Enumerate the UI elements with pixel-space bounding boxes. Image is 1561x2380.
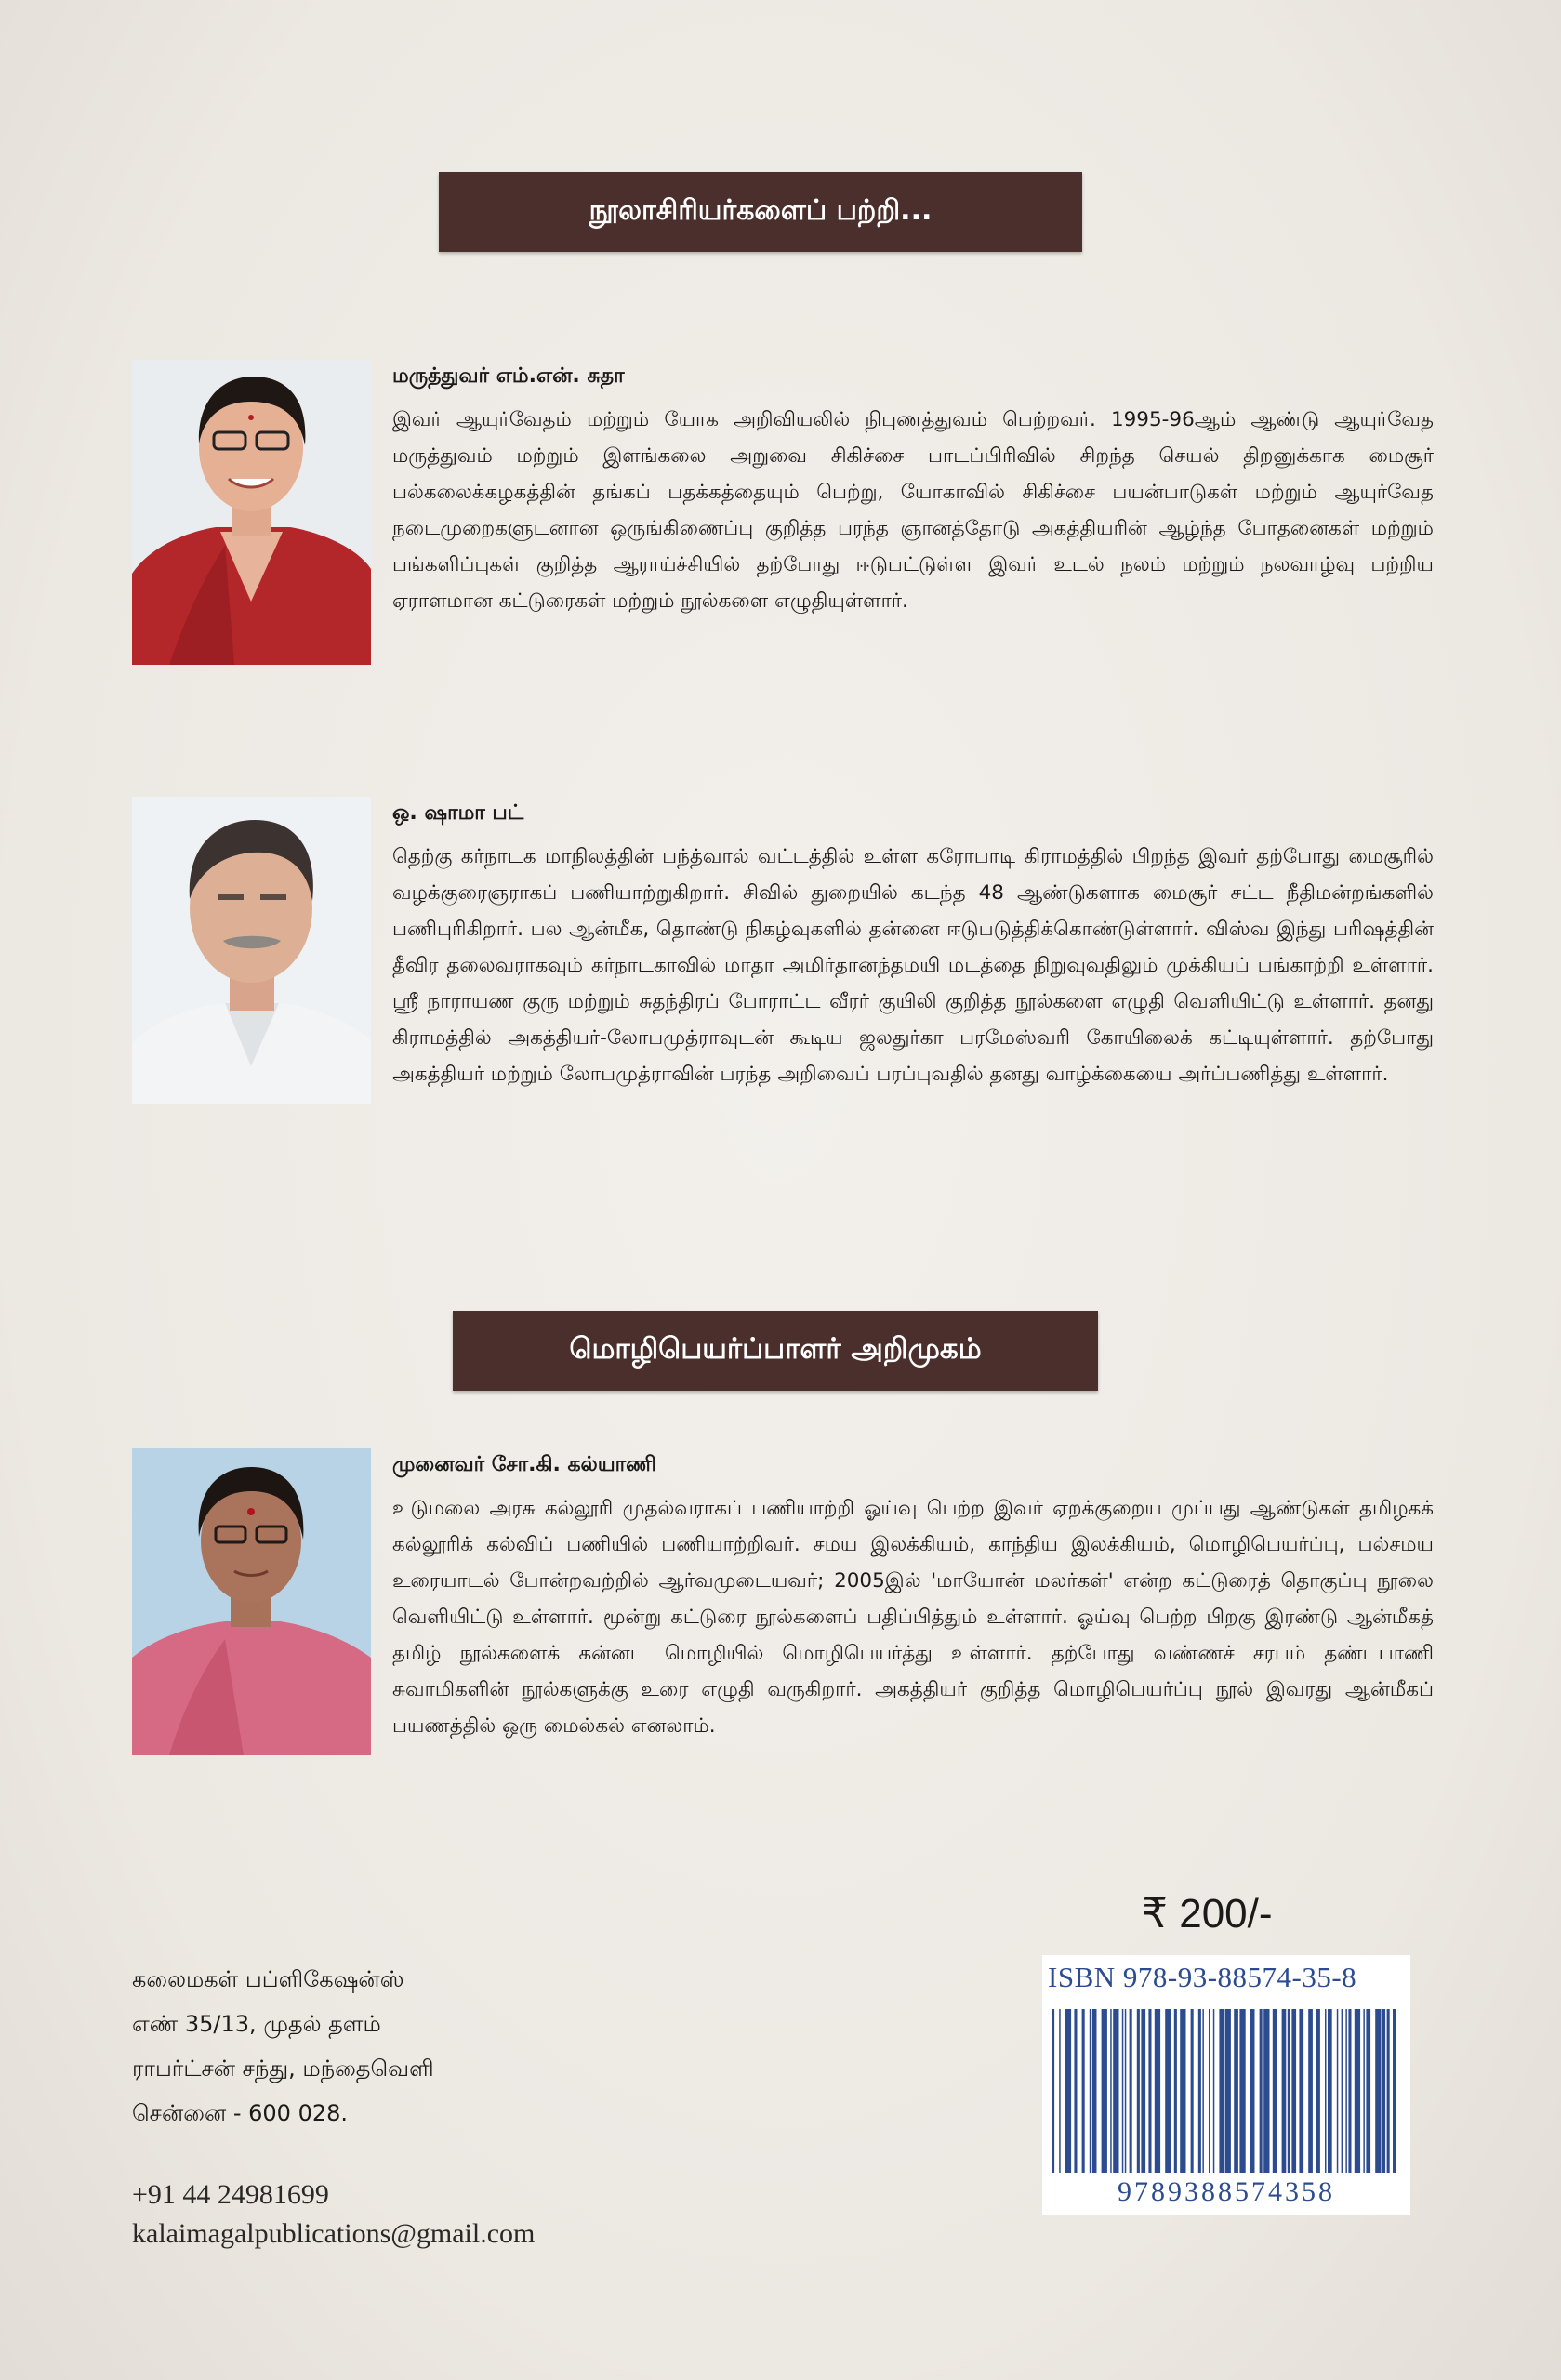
barcode-bar bbox=[1288, 2009, 1290, 2173]
barcode-bar bbox=[1092, 2009, 1097, 2173]
barcode-bar bbox=[1260, 2009, 1263, 2173]
barcode-bar bbox=[1090, 2009, 1091, 2173]
barcode-bar bbox=[1299, 2009, 1303, 2173]
translator-photo bbox=[132, 1448, 371, 1755]
author-2-photo bbox=[132, 797, 371, 1104]
barcode-bar bbox=[1308, 2009, 1313, 2173]
publisher-line: ராபர்ட்சன் சந்து, மந்தைவெளி bbox=[132, 2056, 434, 2082]
barcode-bar bbox=[1387, 2009, 1390, 2173]
barcode-bar bbox=[1141, 2009, 1145, 2173]
author-1-name: மருத்துவர் எம்.என். சுதா bbox=[392, 364, 625, 388]
barcode-bar bbox=[1219, 2009, 1224, 2173]
barcode-bar bbox=[1375, 2009, 1381, 2173]
barcode-bar bbox=[1110, 2009, 1112, 2173]
translator-bio: உடுமலை அரசு கல்லூரி முதல்வராகப் பணியாற்றி ஓய்வு பெற்ற இவர் ஏறக்குறைய முப்பது ஆண்டுகள் தமிழகக் கல்லூரிக் கல்விப் பணியில் பணியாற்றிவர். சமய இலக்கியம், காந்திய இலக்கியம், மொழிபெயர்ப்பு, பல்சமய உரையாடல் போன்றவற்றில் ஆர்வமுடையவர்; 2005இல் 'மாயோன் மலர்கள்' என்ற கட்டுரைத் தொகுப்பு நூலை வெளியிட்டு உள்ளார். மூன்று கட்டுரை நூல்களைப் பதிப்பித்தும் உள்ளார். ஓய்வு பெற்ற பிறகு இரண்டு ஆன்மீகத் தமிழ் நூல்களைக் கன்னட மொழியில் மொழிபெயர்த்து உள்ளார். தற்போது வண்ணச் சரபம் தண்டபாணி சுவாமிகளின் நூல்களுக்கு உரை எழுதி வருகிறார். அகத்தியர் குறித்த மொழிபெயர்ப்பு நூல் இவரது ஆன்மீகப் பயணத்தில் ஒரு மைல்கல் எனலாம். bbox=[392, 1497, 1434, 1738]
barcode-bar bbox=[1198, 2009, 1201, 2173]
barcode-bar bbox=[1234, 2009, 1238, 2173]
barcode-bar bbox=[1345, 2009, 1347, 2173]
barcode-bar bbox=[1348, 2009, 1351, 2173]
barcode-bar bbox=[1137, 2009, 1140, 2173]
barcode-bar bbox=[1342, 2009, 1343, 2173]
barcode-bar bbox=[1180, 2009, 1185, 2173]
publisher-contact bbox=[132, 2175, 535, 2254]
barcode-bar bbox=[1155, 2009, 1160, 2173]
publisher-email: kalaimagalpublications@gmail.com bbox=[132, 2218, 536, 2249]
translator-section-banner bbox=[453, 1311, 1098, 1391]
barcode-bar bbox=[1209, 2009, 1210, 2173]
price-label: ₹ 200/- bbox=[1142, 1891, 1273, 1937]
barcode-bar bbox=[1382, 2009, 1385, 2173]
barcode-bar bbox=[1328, 2009, 1332, 2173]
publisher-phone: +91 44 24981699 bbox=[132, 2179, 329, 2210]
barcode-bar bbox=[1113, 2009, 1118, 2173]
barcode-bar bbox=[1263, 2009, 1269, 2173]
publisher-line: எண் 35/13, முதல் தளம் bbox=[132, 2011, 381, 2037]
isbn-label: ISBN 978-93-88574-35-8 bbox=[1048, 1961, 1357, 1993]
barcode-bar bbox=[1191, 2009, 1194, 2173]
barcode-bar bbox=[1225, 2009, 1231, 2173]
author-1-photo bbox=[132, 360, 371, 665]
authors-section-heading: நூலாசிரியர்களைப் பற்றி... bbox=[589, 193, 933, 227]
barcode-bar bbox=[1325, 2009, 1327, 2173]
barcode-bar bbox=[1082, 2009, 1085, 2173]
barcode-bars bbox=[1048, 2009, 1405, 2173]
barcode-bar bbox=[1202, 2009, 1204, 2173]
barcode-bar bbox=[1239, 2009, 1245, 2173]
barcode-bar bbox=[1130, 2009, 1132, 2173]
author-1-bio: இவர் ஆயுர்வேதம் மற்றும் யோக அறிவியலில் நிபுணத்துவம் பெற்றவர். 1995-96ஆம் ஆண்டு ஆயுர்வேத மருத்துவம் மற்றும் இளங்கலை அறுவை சிகிச்சை பாடப்பிரிவில் சிறந்த செயல் திறனுக்காக மைசூர் பல்கலைக்கழகத்தின் தங்கப் பதக்கத்தையும் பெற்று, யோகாவில் சிகிச்சை பயன்பாடுகள் மற்றும் ஆயுர்வேத நடைமுறைகளுடனான ஒருங்கிணைப்பு குறித்த பரந்த ஞானத்தோடு அகத்தியரின் ஆழ்ந்த போதனைகள் மற்றும் பங்களிப்புகள் குறித்த ஆராய்ச்சியில் தற்போது ஈடுபட்டுள்ள இவர் உடல் நலம் மற்றும் நலவாழ்வு பற்றிய ஏராளமான கட்டுரைகள் மற்றும் நூல்களை எழுதியுள்ளார். bbox=[392, 408, 1434, 613]
publisher-line: கலைமகள் பப்ளிகேஷன்ஸ் bbox=[132, 1966, 404, 1992]
translator-section-heading: மொழிபெயர்ப்பாளர் அறிமுகம் bbox=[569, 1332, 982, 1366]
barcode-bar bbox=[1316, 2009, 1320, 2173]
barcode-bar bbox=[1059, 2009, 1061, 2173]
barcode-bar bbox=[1122, 2009, 1124, 2173]
author-2-bio: தெற்கு கர்நாடக மாநிலத்தின் பந்த்வால் வட்டத்தில் உள்ள கரோபாடி கிராமத்தில் பிறந்த இவர் தற்போது மைசூரில் வழக்குரைஞராகப் பணியாற்றுகிறார். சிவில் துறையில் கடந்த 48 ஆண்டுகளாக மைசூர் சட்ட நீதிமன்றங்களில் பணிபுரிகிறார். பல ஆன்மீக, தொண்டு நிகழ்வுகளில் தன்னை ஈடுபடுத்திக்கொண்டுள்ளார். விஸ்வ இந்து பரிஷத்தின் தீவிர தலைவராகவும் கர்நாடகாவில் மாதா அமிர்தானந்தமயி மடத்தை நிறுவுவதிலும் முக்கியப் பங்காற்றி உள்ளார். ஸ்ரீ நாராயண குரு மற்றும் சுதந்திரப் போராட்ட வீரர் குயிலி குறித்த நூல்களை எழுதி வெளியிட்டு உள்ளார். தனது கிராமத்தில் அகத்தியர்-லோபமுத்ராவுடன் கூடிய ஜலதுர்கா பரமேஸ்வரி கோயிலைக் கட்டியுள்ளார். தற்போது அகத்தியர் மற்றும் லோபமுத்ராவின் பரந்த அறிவைப் பரப்புவதில் தனது வாழ்க்கையை அர்ப்பணித்து உள்ளார். bbox=[392, 845, 1434, 1086]
barcode-bar bbox=[1250, 2009, 1255, 2173]
authors-section-banner bbox=[439, 172, 1082, 252]
barcode-bar bbox=[1393, 2009, 1396, 2173]
barcode-bar bbox=[1213, 2009, 1215, 2173]
barcode-bar bbox=[1165, 2009, 1171, 2173]
barcode-bar bbox=[1102, 2009, 1107, 2173]
barcode-bar bbox=[1148, 2009, 1151, 2173]
barcode-bar bbox=[1355, 2009, 1360, 2173]
barcode-bar bbox=[1052, 2009, 1054, 2173]
translator-name: முனைவர் சோ.கி. கல்யாணி bbox=[392, 1453, 656, 1476]
author-2-name: ஒ. ஷாமா பட் bbox=[392, 801, 524, 825]
barcode-bar bbox=[1363, 2009, 1365, 2173]
barcode-bar bbox=[1291, 2009, 1296, 2173]
barcode-bar bbox=[1174, 2009, 1177, 2173]
barcode-digits: 9789388574358 bbox=[1118, 2176, 1335, 2207]
publisher-address bbox=[132, 1957, 434, 2135]
barcode-bar bbox=[1074, 2009, 1077, 2173]
barcode-bar bbox=[1273, 2009, 1277, 2173]
barcode-bar bbox=[1337, 2009, 1339, 2173]
barcode-bar bbox=[1125, 2009, 1127, 2173]
barcode-bar bbox=[1366, 2009, 1370, 2173]
isbn-barcode bbox=[1042, 1955, 1410, 2215]
publisher-line: சென்னை - 600 028. bbox=[132, 2100, 349, 2126]
barcode-bar bbox=[1282, 2009, 1287, 2173]
barcode-bar bbox=[1065, 2009, 1071, 2173]
